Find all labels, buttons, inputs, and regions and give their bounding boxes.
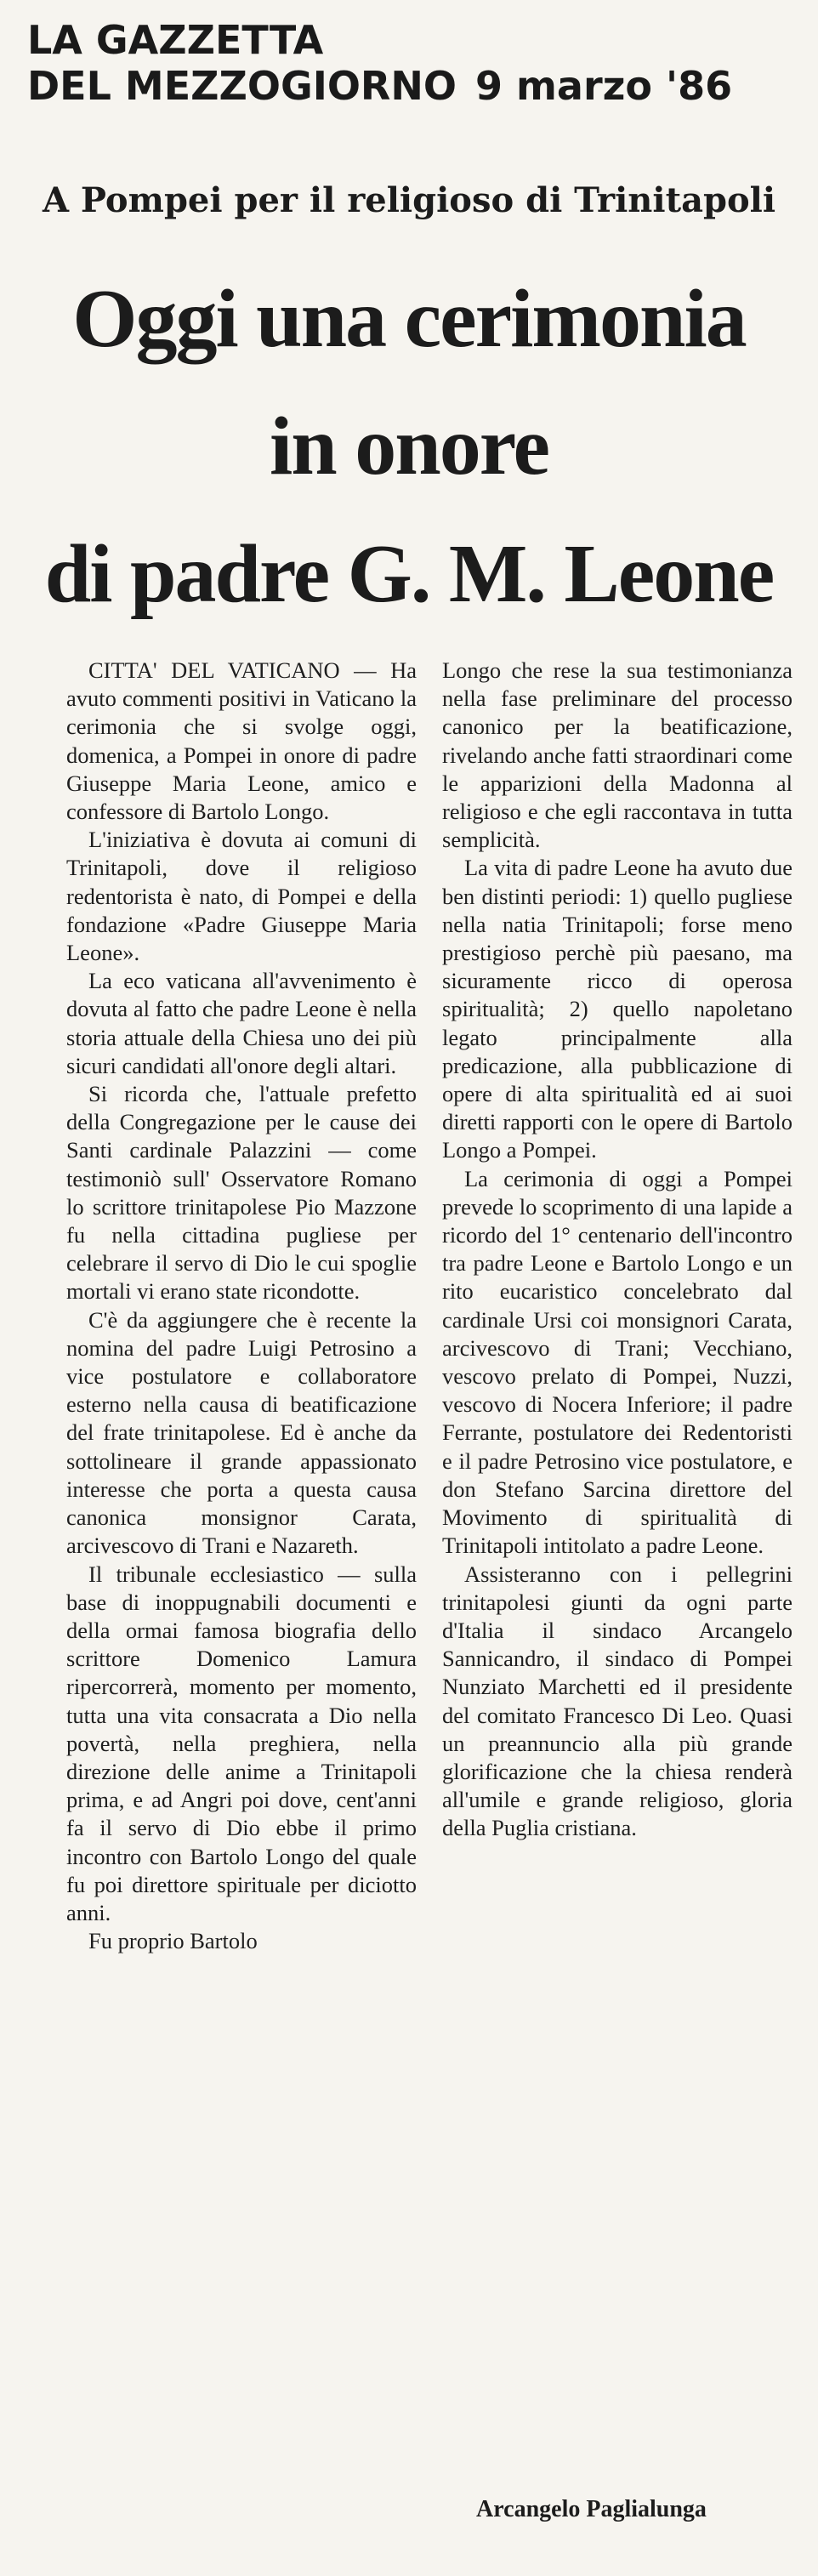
article-paragraph: L'iniziativa è dovuta ai comuni di Trinitapoli, dove il religioso redentorista è nato, di Pompei e della fondazione «Padre Giuseppe Maria Leone». <box>66 827 417 966</box>
headline-line: di padre G. M. Leone <box>44 528 774 620</box>
headline-line: Oggi una cerimonia <box>72 273 746 365</box>
article-paragraph: La vita di padre Leone ha avuto due ben distinti periodi: 1) quello pugliese nella natia Trinitapoli; forse meno prestigioso perchè più paesano, ma sicuramente ricco di operosa spiritualità; 2) quello napoletano legato principalmente alla predicazione, alla pubblicazione di opere di alta spiritualità ed ai suoi diretti rapporti con le opere di Bartolo Longo a Pompei. <box>442 855 792 1163</box>
masthead-title-line2: DEL MEZZOGIORNO <box>27 63 457 109</box>
author-signature: Arcangelo Paglialunga <box>476 2496 707 2522</box>
left-column <box>66 657 417 1955</box>
headline-line: in onore <box>270 401 548 492</box>
article-headline <box>0 255 818 638</box>
article-paragraph: Il tribunale ecclesiastico — sulla base di inoppugnabili documenti e della ormai famosa biografia dello scrittore Domenico Lamura ripercorrerà, momento per momento, tutta una vita consacrata a Dio nella povertà, nella preghiera, nella direzione delle anime a Trinitapoli prima, e ad Angri poi dove, cent'anni fa il servo di Dio ebbe il primo incontro con Bartolo Longo del quale fu poi direttore spirituale per diciotto anni. <box>66 1561 417 1925</box>
article-paragraph: Si ricorda che, l'attuale prefetto della Congregazione per le cause dei Santi cardinale Palazzini — come testimoniò sull' Osservatore Romano lo scrittore trinitapolese Pio Mazzone fu nella cittadina pugliese per celebrare il servo di Dio le cui spoglie mortali vi erano state ricondotte. <box>66 1081 417 1305</box>
masthead-date: 9 marzo '86 <box>474 63 733 109</box>
article-paragraph: Longo che rese la sua testimonianza nella fase preliminare del processo canonico per la beatificazione, rivelando anche fatti straordinari come le apparizioni della Madonna al religioso e che egli raccontava in tutta semplicità. <box>442 657 792 853</box>
article-paragraph: Assisteranno con i pellegrini trinitapolesi giunti da ogni parte d'Italia il sindaco Arcangelo Sannicandro, il sindaco di Pompei Nunziato Marchetti ed il presidente del comitato Francesco Di Leo. Quasi un preannuncio alla più grande glorificazione che la chiesa renderà all'umile e grande religioso, gloria della Puglia cristiana. <box>442 1561 792 1841</box>
right-column <box>442 657 792 1843</box>
article-paragraph: Fu proprio Bartolo <box>88 1928 258 1954</box>
article-paragraph: C'è da aggiungere che è recente la nomina del padre Luigi Petrosino a vice postulatore e collaboratore esterno nella causa di beatificazione del frate trinitapolese. Ed è anche da sottolineare il grande appassionato interesse che porta a questa causa canonica monsignor Carata, arcivescovo di Trani e Nazareth. <box>66 1306 417 1559</box>
article-paragraph: La cerimonia di oggi a Pompei prevede lo scoprimento di una lapide a ricordo del 1° centenario dell'incontro tra padre Leone e Bartolo Longo e un rito eucaristico concelebrato dal cardinale Ursi coi monsignori Carata, arcivescovo di Trani; Vecchiano, vescovo prelato di Pompei, Nuzzi, vescovo di Nocera Inferiore; il padre Ferrante, postulatore dei Redentoristi e il padre Petrosino vice postulatore, e don Stefano Sarcina direttore del Movimento di spiritualità di Trinitapoli intitolato a padre Leone. <box>442 1165 792 1559</box>
article-kicker: A Pompei per il religioso di Trinitapoli <box>42 180 776 220</box>
masthead-title-line1: LA GAZZETTA <box>27 17 324 63</box>
article-paragraph: La eco vaticana all'avvenimento è dovuta al fatto che padre Leone è nella storia attuale della Chiesa uno dei più sicuri candidati all'onore degli altari. <box>66 968 417 1078</box>
masthead <box>27 17 732 109</box>
article-paragraph: CITTA' DEL VATICANO — Ha avuto commenti positivi in Vaticano la cerimonia che si svolge oggi, domenica, a Pompei in onore di padre Giuseppe Maria Leone, amico e confessore di Bartolo Longo. <box>66 657 417 825</box>
